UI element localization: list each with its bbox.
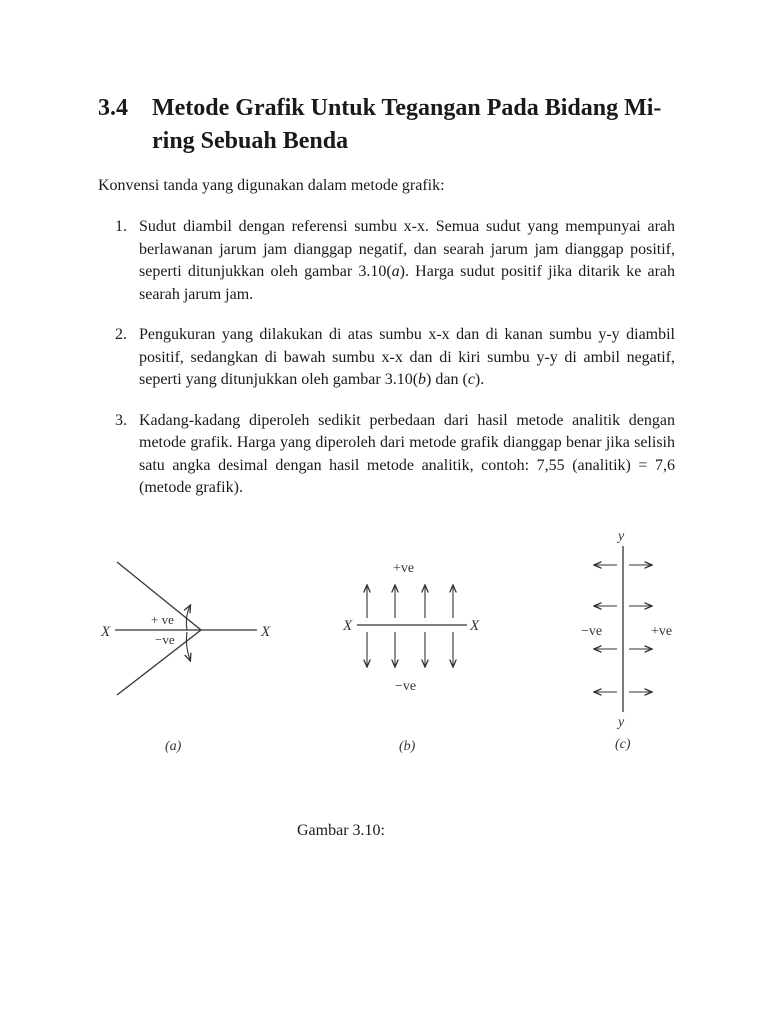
convention-list — [115, 216, 675, 518]
section-title-line-1: Metode Grafik Untuk Tegangan Pada Bidang Mi- — [152, 95, 662, 121]
positive-angle-arrow — [186, 606, 190, 630]
negative-angle-arrow — [186, 632, 190, 660]
figure-label: (a) — [165, 739, 182, 754]
axis-label-left: X — [343, 618, 353, 634]
item-text: Sudut diambil dengan referensi sumbu x-x. Semua sudut yang mempunyai arah berlawanan jarum jam dianggap negatif, dan searah jarum jam dianggap positif, seperti ditunjukkan oleh gambar 3.10( — [139, 218, 675, 280]
right-arrows — [629, 565, 651, 692]
item-text: Kadang-kadang diperoleh sedikit perbedaan dari hasil metode analitik dengan metode grafik. Harga yang diperoleh dari metode grafik dianggap benar jika selisih satu angka desimal dengan hasil metode analitik, contoh: 7,55 (analitik) = 7,6 (metode grafik). — [139, 411, 675, 496]
list-item-2 — [115, 324, 675, 392]
downward-arrows — [367, 632, 453, 666]
intro-paragraph: Konvensi tanda yang digunakan dalam metode grafik: — [98, 177, 445, 194]
negative-label: −ve — [395, 679, 417, 694]
item-text: ) dan ( — [426, 371, 468, 388]
list-marker: 1. — [115, 218, 127, 235]
section-number: 3.4 — [98, 95, 128, 121]
fig-ref-a: a — [391, 263, 400, 280]
negative-label: −ve — [581, 624, 603, 639]
item-text: ). — [474, 371, 485, 388]
axis-label-left: X — [101, 624, 111, 640]
axis-label-right: X — [470, 618, 480, 634]
figure-c-diagram — [575, 520, 685, 760]
figure-c — [575, 520, 685, 765]
list-marker: 3. — [115, 411, 127, 429]
figure-a — [95, 520, 295, 765]
figure-caption: Gambar 3.10: — [297, 822, 385, 839]
item-text: ). Harga sudut positif jika ditarik ke arah searah jarum jam. — [139, 263, 676, 303]
fig-ref-c: c — [467, 371, 475, 388]
upward-arrows — [367, 586, 453, 618]
axis-label-right: X — [261, 624, 271, 640]
list-item-3 — [115, 410, 675, 500]
item-text: Pengukuran yang dilakukan di atas sumbu x-x dan di kanan sumbu y-y diambil positif, sedangkan di bawah sumbu x-x dan di kiri sumbu y-y di ambil negatif, seperti yang ditunjukkan oleh gambar 3.10( — [139, 326, 675, 388]
positive-label: +ve — [651, 624, 673, 639]
axis-label-bottom: y — [618, 715, 625, 730]
list-marker: 2. — [115, 326, 127, 343]
axis-label-top: y — [618, 529, 625, 544]
section-title — [152, 92, 692, 158]
figure-label: (b) — [399, 739, 416, 754]
section-title-line-2: ring Sebuah Benda — [152, 128, 349, 154]
figure-b-diagram — [335, 520, 495, 760]
negative-label: −ve — [155, 632, 175, 647]
list-item-1 — [115, 216, 675, 306]
figure-a-diagram — [95, 520, 295, 760]
figure-b — [335, 520, 495, 765]
positive-label: +ve — [393, 561, 415, 576]
positive-label: + ve — [151, 612, 174, 627]
figure-label: (c) — [615, 737, 631, 752]
fig-ref-b: b — [418, 371, 427, 388]
